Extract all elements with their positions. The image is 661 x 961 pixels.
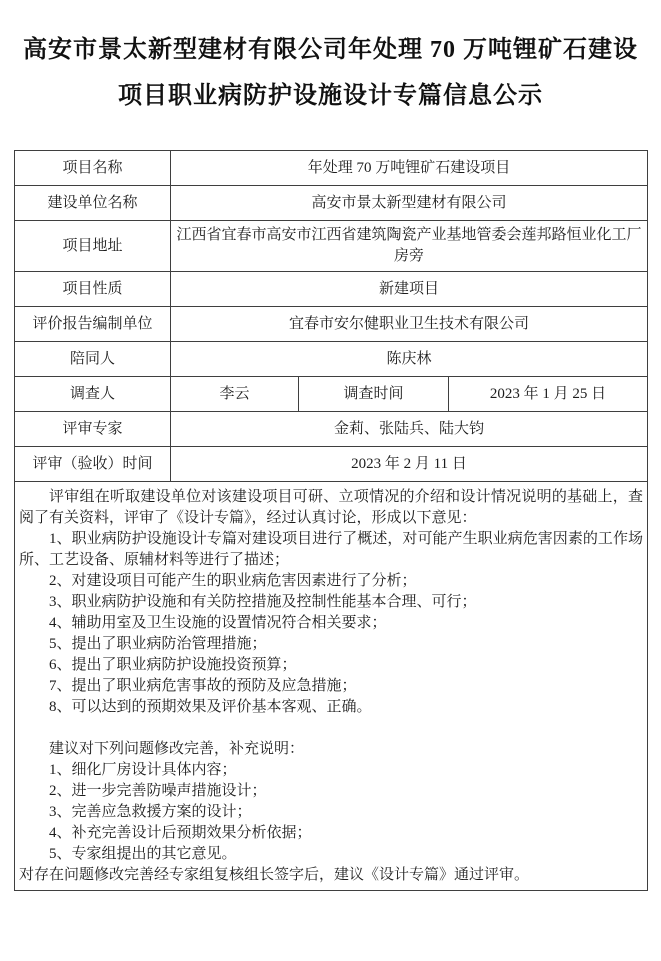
opinion-item: 1、职业病防护设施设计专篇对建设项目进行了概述，对可能产生职业病危害因素的工作场所、工艺设备、原辅材料等进行了描述； — [19, 530, 644, 568]
opinion-item: 5、提出了职业病防治管理措施； — [49, 635, 267, 652]
row-project-address — [15, 221, 648, 272]
row-label: 陪同人 — [15, 342, 171, 377]
document-title-line2: 项目职业病防护设施设计专篇信息公示 — [118, 83, 543, 109]
suggest-item: 3、完善应急救援方案的设计； — [49, 803, 252, 820]
opinion-item: 7、提出了职业病危害事故的预防及应急措施； — [49, 677, 357, 694]
suggest-intro: 建议对下列问题修改完善，补充说明： — [49, 740, 305, 757]
row-value: 高安市景太新型建材有限公司 — [171, 186, 648, 221]
row-value: 2023 年 2 月 11 日 — [171, 447, 648, 482]
row-label: 评审（验收）时间 — [15, 447, 171, 482]
row-investigator — [15, 377, 648, 412]
row-label: 项目地址 — [15, 221, 171, 272]
row-project-nature — [15, 272, 648, 307]
row-value: 年处理 70 万吨锂矿石建设项目 — [171, 151, 648, 186]
row-accompanying-person — [15, 342, 648, 377]
survey-date: 2023 年 1 月 25 日 — [449, 377, 648, 412]
opinion-cell — [15, 482, 648, 891]
opinion-item: 6、提出了职业病防护设施投资预算； — [49, 656, 297, 673]
row-label: 评审专家 — [15, 412, 171, 447]
opinion-item: 4、辅助用室及卫生设施的设置情况符合相关要求； — [49, 614, 387, 631]
blank-line — [19, 718, 643, 739]
document-title — [10, 27, 651, 119]
row-label: 项目名称 — [15, 151, 171, 186]
opinion-conclusion: 对存在问题修改完善经专家组复核组长签字后，建议《设计专篇》通过评审。 — [19, 866, 530, 883]
suggest-item: 2、进一步完善防噪声措施设计； — [49, 782, 267, 799]
row-label: 调查人 — [15, 377, 171, 412]
row-company-name — [15, 186, 648, 221]
opinion-intro: 评审组在听取建设单位对该建设项目可研、立项情况的介绍和设计情况说明的基础上，查阅了有关资料，评审了《设计专篇》，经过认真讨论，形成以下意见： — [19, 488, 644, 526]
opinion-item: 8、可以达到的预期效果及评价基本客观、正确。 — [49, 698, 372, 715]
row-value: 陈庆林 — [171, 342, 648, 377]
document-page — [0, 27, 661, 961]
investigator-name: 李云 — [171, 377, 299, 412]
row-label: 建设单位名称 — [15, 186, 171, 221]
row-label: 项目性质 — [15, 272, 171, 307]
opinion-item: 3、职业病防护设施和有关防控措施及控制性能基本合理、可行； — [49, 593, 477, 610]
row-review-time — [15, 447, 648, 482]
row-project-name — [15, 151, 648, 186]
row-report-unit — [15, 307, 648, 342]
row-value: 新建项目 — [171, 272, 648, 307]
survey-time-label: 调查时间 — [299, 377, 449, 412]
row-value: 金莉、张陆兵、陆大钧 — [171, 412, 648, 447]
info-table — [14, 150, 648, 891]
suggest-item: 4、补充完善设计后预期效果分析依据； — [49, 824, 312, 841]
row-review-experts — [15, 412, 648, 447]
row-label: 评价报告编制单位 — [15, 307, 171, 342]
row-value: 宜春市安尔健职业卫生技术有限公司 — [171, 307, 648, 342]
row-opinion — [15, 482, 648, 891]
suggest-item: 5、专家组提出的其它意见。 — [49, 845, 237, 862]
document-title-line1: 高安市景太新型建材有限公司年处理 70 万吨锂矿石建设 — [23, 37, 638, 63]
opinion-item: 2、对建设项目可能产生的职业病危害因素进行了分析； — [49, 572, 417, 589]
suggest-item: 1、细化厂房设计具体内容； — [49, 761, 237, 778]
row-value: 江西省宜春市高安市江西省建筑陶瓷产业基地管委会莲邦路恒业化工厂房旁 — [171, 221, 648, 272]
